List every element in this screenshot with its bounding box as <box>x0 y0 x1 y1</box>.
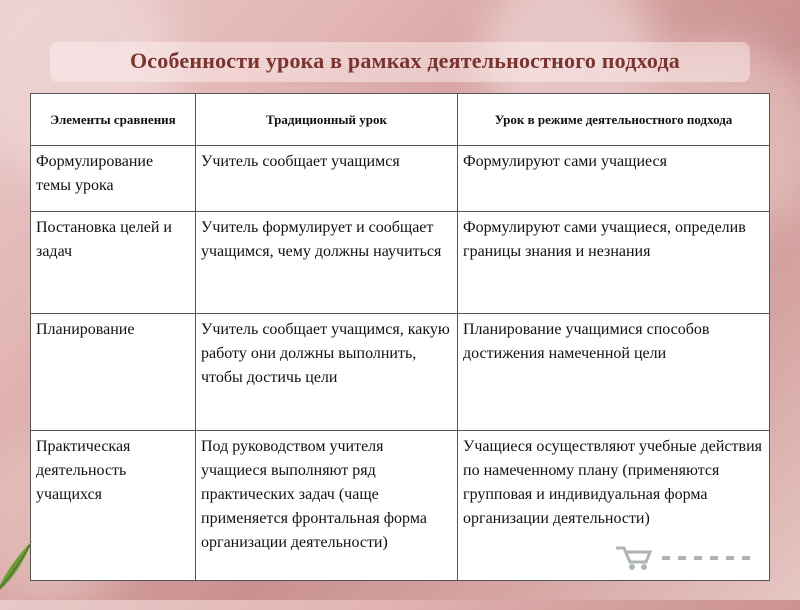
table-header-row <box>31 94 770 146</box>
table-cell: Формулирование темы урока <box>31 146 196 212</box>
table-cell: Учитель сообщает учащимся <box>196 146 458 212</box>
table-row <box>31 146 770 212</box>
table-row <box>31 314 770 431</box>
table-cell: Планирование учащимися способов достижения намеченной цели <box>458 314 770 431</box>
table-row <box>31 211 770 314</box>
table-cell: Формулируют сами учащиеся, определив границы знания и незнания <box>458 211 770 314</box>
header-cell: Урок в режиме деятельностного подхода <box>458 94 770 146</box>
table-cell: Формулируют сами учащиеся <box>458 146 770 212</box>
table-cell: Под руководством учителя учащиеся выполняют ряд практических задач (чаще применяется фронтальная форма организации деятельности) <box>196 431 458 581</box>
table-cell: Практическая деятельность учащихся <box>31 431 196 581</box>
header-cell: Элементы сравнения <box>31 94 196 146</box>
header-cell: Традиционный урок <box>196 94 458 146</box>
table-cell: Учитель сообщает учащимся, какую работу они должны выполнить, чтобы достичь цели <box>196 314 458 431</box>
leaf-decoration-icon <box>0 535 34 595</box>
table-cell: Планирование <box>31 314 196 431</box>
table-cell: Учитель формулирует и сообщает учащимся, чему должны научиться <box>196 211 458 314</box>
slide-title: Особенности урока в рамках деятельностного подхода <box>129 48 680 73</box>
table-cell: Учащиеся осуществляют учебные действия по намеченному плану (применяются групповая и индивидуальная форма организации деятельности) <box>458 431 770 581</box>
cart-watermark-icon <box>612 544 762 572</box>
table-cell: Постановка целей и задач <box>31 211 196 314</box>
comparison-table <box>30 93 770 581</box>
